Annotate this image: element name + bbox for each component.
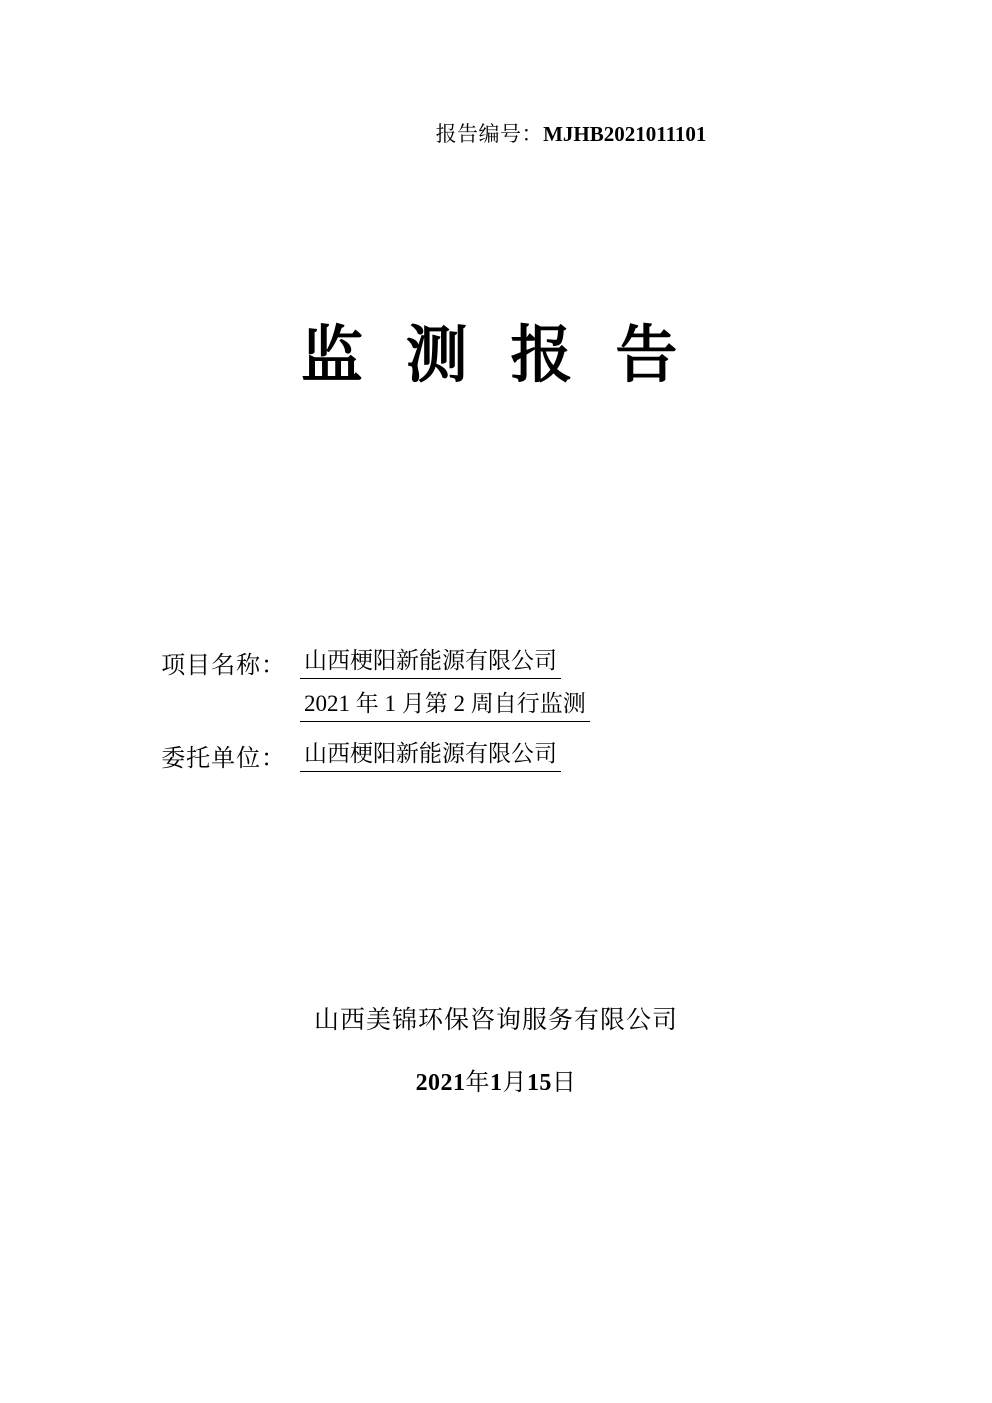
field-label-project-name: 项目名称： <box>161 653 286 679</box>
issue-date-month: 1 <box>489 1070 503 1096</box>
report-number-label: 报告编号： <box>435 122 544 146</box>
page-title: 监 测 报 告 <box>301 322 691 390</box>
field-row-project-name <box>0 645 992 680</box>
issue-date-day: 15 <box>526 1070 552 1096</box>
report-number-value: MJHB2021011101 <box>543 122 707 146</box>
field-label-client-unit: 委托单位： <box>161 746 286 773</box>
field-block <box>0 645 992 787</box>
field-row-project-name-continued <box>0 688 992 722</box>
field-value-project-name-line1: 山西梗阳新能源有限公司 <box>300 645 561 679</box>
issue-date-month-unit: 月 <box>502 1070 527 1096</box>
field-row-client-unit <box>0 738 992 773</box>
field-value-project-name-line2: 2021 年 1 月第 2 周自行监测 <box>300 688 590 722</box>
issue-date <box>0 1062 992 1097</box>
issue-date-day-unit: 日 <box>551 1070 577 1096</box>
report-number-inner <box>436 118 707 148</box>
issue-date-year: 2021 <box>415 1070 466 1096</box>
issuing-company: 山西美锦环保咨询服务有限公司 <box>313 1007 678 1034</box>
field-value-client-unit: 山西梗阳新能源有限公司 <box>300 738 561 772</box>
issue-date-year-unit: 年 <box>465 1070 490 1096</box>
report-number-line <box>0 118 992 148</box>
footer-block <box>0 1000 992 1097</box>
